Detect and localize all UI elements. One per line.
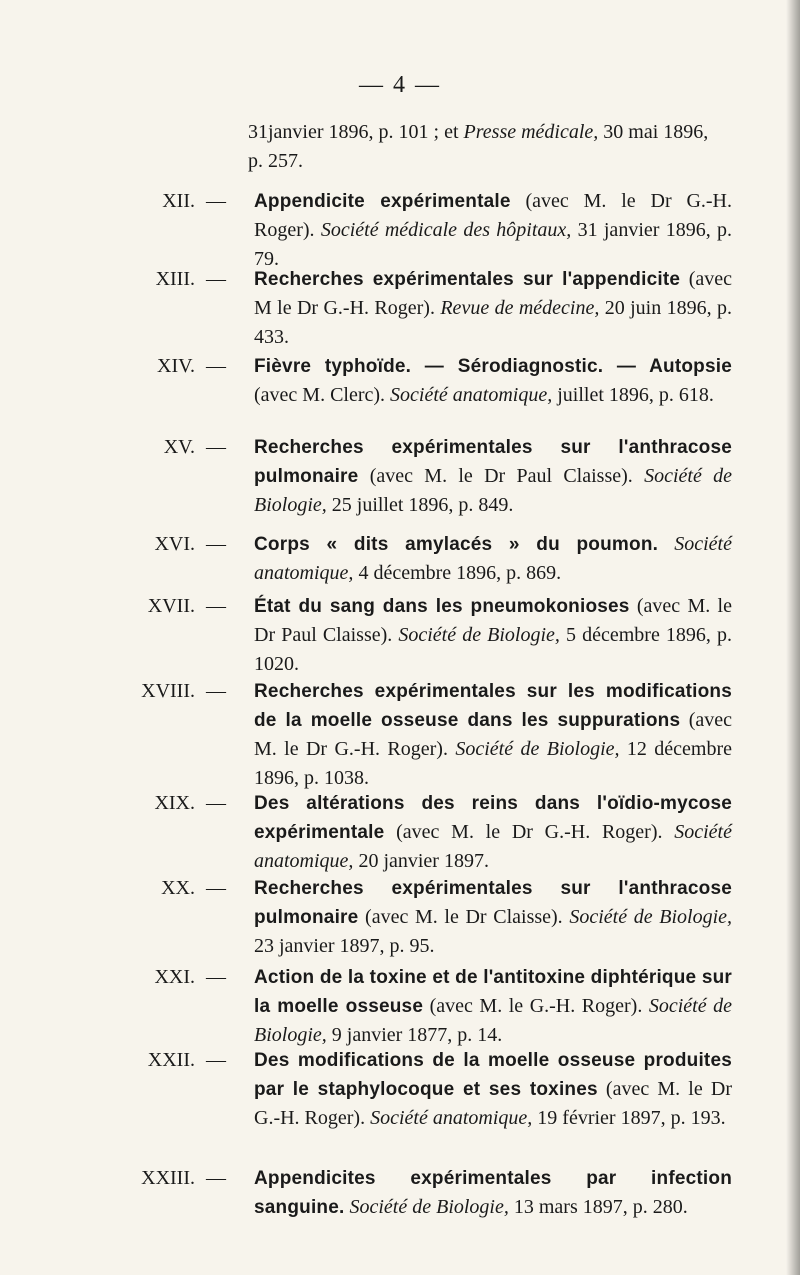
continuation-plain: 31janvier 1896, p. 101 ; et (248, 121, 464, 143)
continuation-text (248, 118, 726, 175)
entry-title: Appendicite expérimentale (254, 191, 511, 212)
entry-body (254, 963, 732, 1050)
entry-date: 5 décembre 1896, p. 1020. (254, 624, 732, 675)
entry-journal: Société de Biologie, (398, 624, 560, 646)
entry-coauthor: (avec M. le Dr G.-H. Roger). (254, 190, 732, 241)
entry-title: État du sang dans les pneumokonioses (254, 596, 630, 617)
entry-journal: Revue de médecine, (440, 297, 600, 319)
entry-title: Des modifications de la moelle osseuse produites par le staphylocoque et ses toxines (254, 1050, 732, 1100)
entry-dash: — (206, 1167, 226, 1189)
entry-journal: Société anatomique, (370, 1107, 533, 1129)
entry-coauthor: (avec M. le Dr G.-H. Roger). (254, 1078, 732, 1129)
entry-journal: Société de Biologie, (349, 1196, 509, 1218)
entry-body (254, 433, 732, 520)
entry-dash: — (206, 355, 226, 377)
entry-body (254, 187, 732, 274)
entry-journal: Société médicale des hôpitaux, (320, 219, 572, 241)
entry-number: XIII. (155, 268, 195, 290)
entry-title: Recherches expérimentales sur l'appendicite (254, 269, 681, 290)
entry-title: Appendicites expérimentales par infection sanguine. (254, 1168, 732, 1218)
entry-number: XV. (163, 436, 195, 458)
page-edge-shadow (786, 0, 800, 1275)
entry-title: Fièvre typhoïde. — Sérodiagnostic. — Autopsie (254, 356, 732, 377)
entry-coauthor: (avec M le Dr G.-H. Roger). (254, 268, 732, 319)
entry-coauthor (658, 533, 674, 555)
entry-date: 12 décembre 1896, p. 1038. (254, 738, 732, 789)
page-number: — 4 — (359, 72, 441, 98)
entry-number: XXIII. (141, 1167, 195, 1189)
entry-body (254, 352, 732, 410)
entry-body (254, 677, 732, 793)
entry-date: 4 décembre 1896, p. 869. (353, 562, 562, 584)
entry-journal: Société de Biologie, (569, 906, 733, 928)
entry-date: 31 janvier 1896, p. 79. (254, 219, 732, 270)
entry-number: XII. (162, 190, 195, 212)
entry-number: XVI. (154, 533, 195, 555)
entry-coauthor: (avec M. Clerc). (254, 384, 391, 406)
entry-dash: — (206, 1049, 226, 1071)
entry-title: Corps « dits amylacés » du poumon. (254, 534, 659, 555)
entry-journal: Société de Biologie, (254, 465, 732, 516)
entry-body (254, 1164, 732, 1222)
entry-coauthor: (avec M. le Dr G.-H. Roger). (254, 709, 732, 760)
entry-date: 20 juin 1896, p. 433. (254, 297, 733, 348)
entry-dash: — (206, 966, 226, 988)
entry-body (254, 874, 732, 961)
entry-date: 25 juillet 1896, p. 849. (326, 494, 514, 516)
entry-dash: — (206, 792, 226, 814)
entry-coauthor: (avec M. le Dr Claisse). (358, 906, 570, 928)
entry-journal: Société de Biologie, (254, 995, 732, 1046)
entry-dash: — (206, 268, 226, 290)
entry-number: XIX. (154, 792, 195, 814)
entry-dash: — (206, 877, 226, 899)
entry-dash: — (206, 436, 226, 458)
entry-dash: — (206, 190, 226, 212)
entry-body (254, 530, 732, 588)
entry-number: XIV. (157, 355, 195, 377)
entry-coauthor: (avec M. le Dr G.-H. Roger). (384, 821, 675, 843)
entry-number: XVIII. (141, 680, 195, 702)
entry-coauthor: (avec M. le Dr Paul Claisse). (358, 465, 645, 487)
entry-number: XXII. (147, 1049, 195, 1071)
entry-body (254, 789, 732, 876)
entry-date: 19 février 1897, p. 193. (532, 1107, 726, 1129)
entry-title: Action de la toxine et de l'antitoxine diphtérique sur la moelle osseuse (254, 967, 732, 1017)
continuation-tail: 30 mai 1896, p. 257. (248, 121, 709, 172)
entry-body (254, 1046, 732, 1133)
entry-journal: Société de Biologie, (455, 738, 620, 760)
entry-date: juillet 1896, p. 618. (552, 384, 714, 406)
entry-coauthor: (avec M. le G.-H. Roger). (423, 995, 649, 1017)
entry-coauthor: (avec M. le Dr Paul Claisse). (254, 595, 732, 646)
entry-journal: Société anatomique, (390, 384, 553, 406)
entry-number: XVII. (147, 595, 195, 617)
entry-journal: Société anatomique, (254, 533, 732, 584)
entry-number: XXI. (154, 966, 195, 988)
entry-date: 23 janvier 1897, p. 95. (254, 935, 435, 957)
entry-title: Recherches expérimentales sur l'anthracose pulmonaire (254, 878, 732, 928)
entry-dash: — (206, 595, 226, 617)
entry-title: Recherches expérimentales sur l'anthracose pulmonaire (254, 437, 732, 487)
entry-number: XX. (161, 877, 195, 899)
entry-body (254, 265, 732, 352)
entry-title: Recherches expérimentales sur les modifications de la moelle osseuse dans les suppurations (254, 681, 732, 731)
entry-date: 20 janvier 1897. (353, 850, 489, 872)
entry-title: Des altérations des reins dans l'oïdio-mycose expérimentale (254, 793, 732, 843)
entry-date: 9 janvier 1877, p. 14. (326, 1024, 503, 1046)
entry-body (254, 592, 732, 679)
continuation-journal: Presse médicale, (463, 121, 599, 143)
entry-dash: — (206, 680, 226, 702)
entry-journal: Société anatomique, (254, 821, 732, 872)
entry-dash: — (206, 533, 226, 555)
entry-date: 13 mars 1897, p. 280. (508, 1196, 688, 1218)
